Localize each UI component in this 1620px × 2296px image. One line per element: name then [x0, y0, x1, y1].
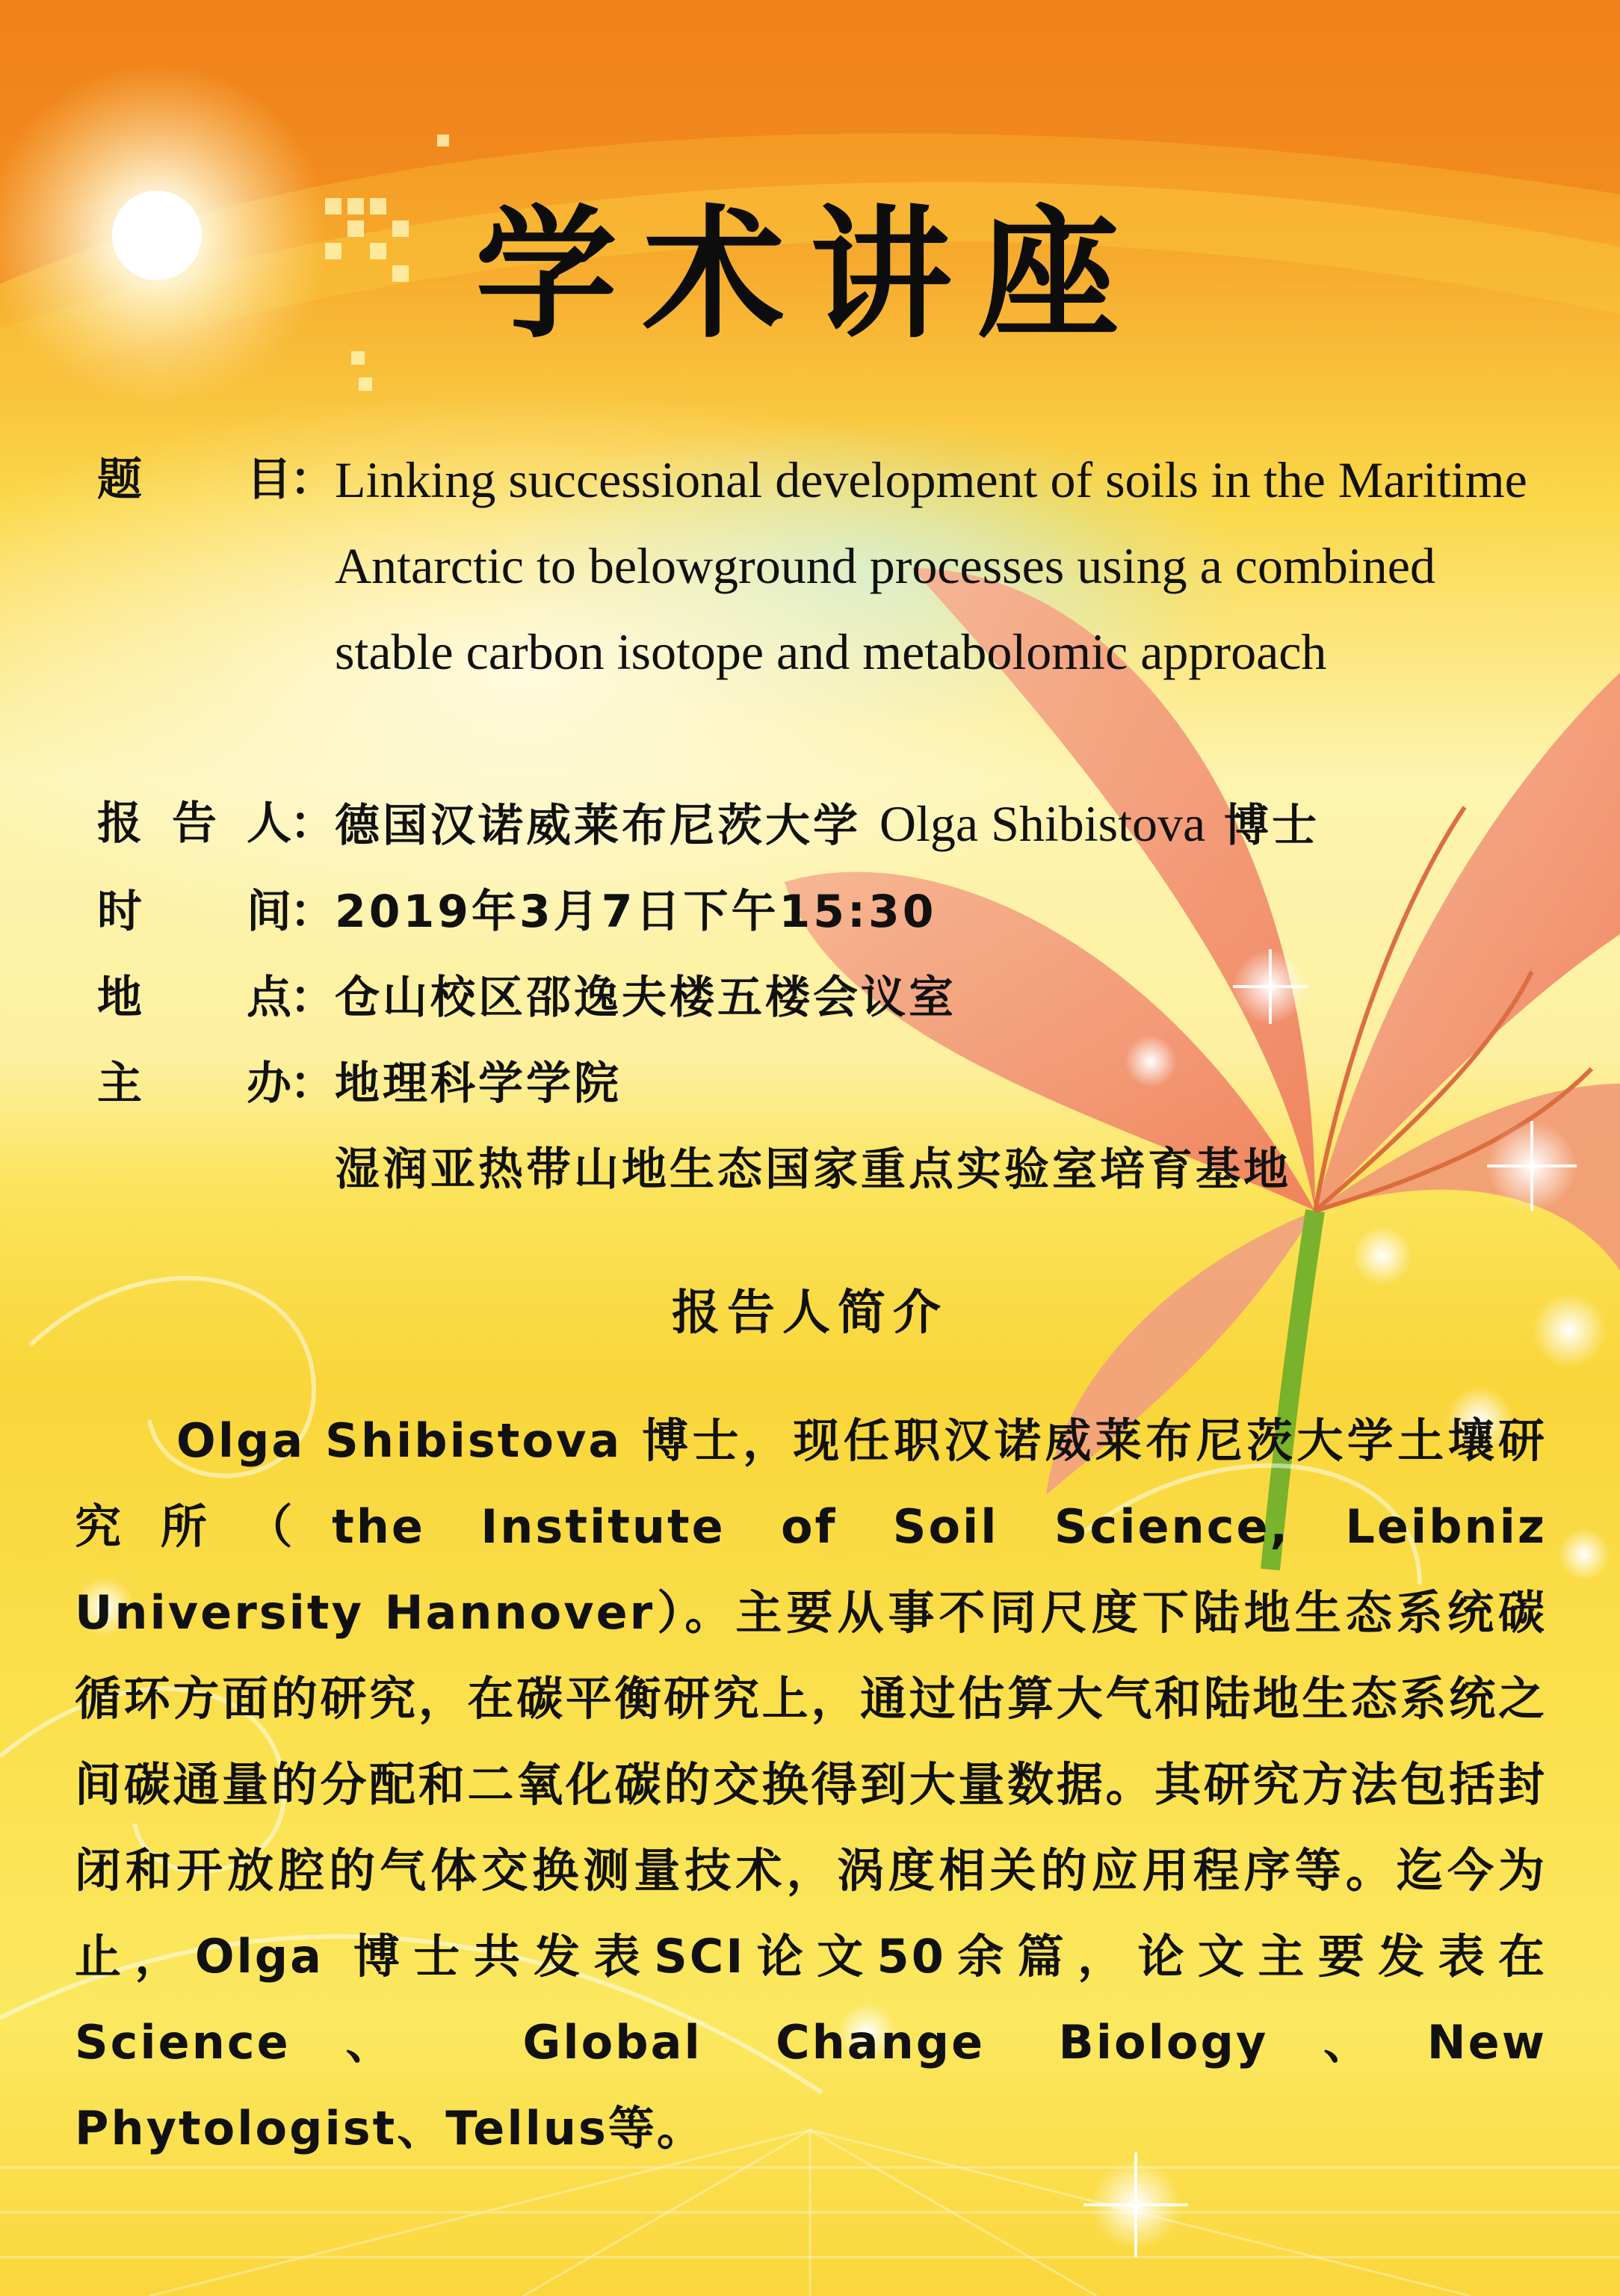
speaker-affiliation: 德国汉诺威莱布尼茨大学: [335, 800, 861, 852]
speaker-value: [335, 781, 1554, 869]
bio-title: 报告人简介: [672, 1286, 948, 1341]
topic-row: [97, 437, 1554, 781]
host-label: 主 办: [97, 1058, 291, 1110]
time-label: 时 间: [97, 886, 291, 938]
bio-text: Olga Shibistova 博士，现任职汉诺威莱布尼茨大学土壤研究所（the Institute of Soil Science, Leibniz University Hannover）。主要从事不同尺度下陆地生态系统碳循环方面的研究，在碳平衡研究上，通过估算大气和陆地生态系统之间碳通量的分配和二氧化碳的交换得到大量数据。其研究方法包括封闭和开放腔的气体交换测量技术，涡度相关的应用程序等。迄今为止，Olga 博士共发表SCI论文50余篇，论文主要发表在Science、 Global Change Biology、New Phytologist、Tellus等。: [75, 1413, 1547, 2155]
colon: ：: [290, 1058, 335, 1110]
host-value: 地理科学学院: [335, 1058, 622, 1110]
topic-label: 题 目: [97, 454, 291, 506]
speaker-row: [97, 781, 1554, 869]
poster-title: 学术讲座: [474, 192, 1145, 357]
colon: ：: [290, 797, 335, 850]
host-row: [97, 1041, 1554, 1213]
location-label: 地 点: [97, 972, 291, 1024]
location-row: [97, 955, 1554, 1041]
speaker-name: Olga Shibistova: [879, 795, 1206, 852]
topic-value: Linking successional development of soils in the Maritime Antarctic to belowground processes using a combined stable carbon isotope and metabolomic approach: [335, 451, 1527, 680]
host-value-2: 湿润亚热带山地生态国家重点实验室培育基地: [335, 1144, 1291, 1196]
lecture-info: [97, 437, 1554, 1213]
time-value: 2019年3月7日下午15:30: [335, 886, 937, 938]
time-row: [97, 869, 1554, 955]
colon: ：: [290, 454, 335, 506]
speaker-title: 博士: [1224, 800, 1320, 852]
speaker-label: 报 告 人: [97, 797, 291, 850]
location-value: 仓山校区邵逸夫楼五楼会议室: [335, 972, 956, 1024]
colon: ：: [290, 886, 335, 938]
colon: ：: [290, 972, 335, 1024]
